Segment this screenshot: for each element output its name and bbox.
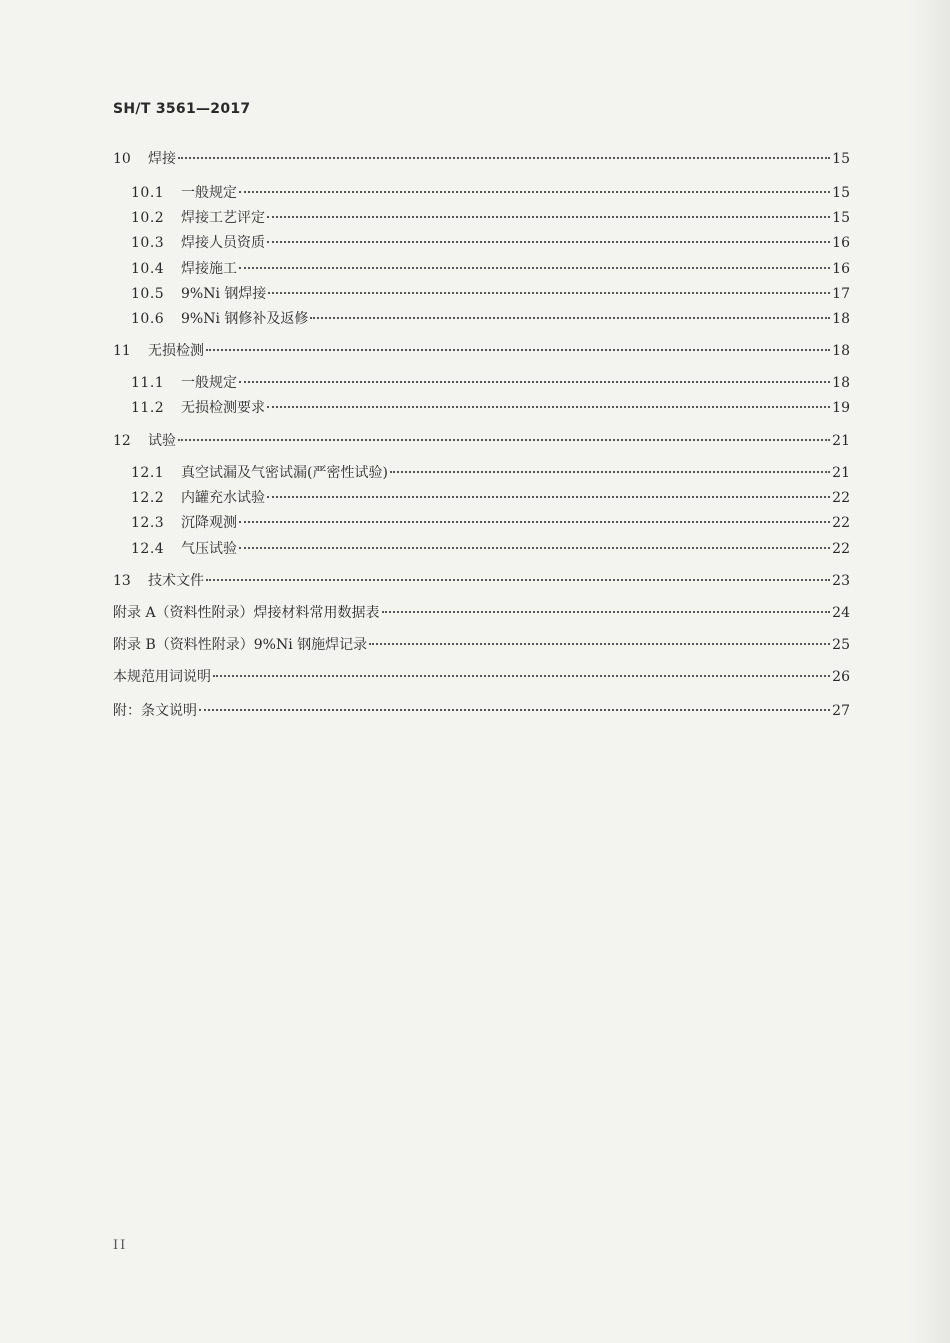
toc-entry-page: 15 — [832, 185, 850, 201]
toc-entry[interactable] — [113, 340, 850, 362]
dot-leader — [178, 438, 830, 441]
dot-leader — [178, 156, 830, 159]
toc-entry-page: 22 — [832, 515, 850, 531]
toc-entry-explanation[interactable] — [113, 700, 850, 722]
toc-entry-page: 26 — [832, 669, 850, 685]
toc-entry-title: 沉降观测 — [181, 515, 237, 531]
dot-leader — [206, 578, 830, 581]
toc-entry-page: 23 — [832, 573, 850, 589]
toc-entry-title: 附录 A（资料性附录）焊接材料常用数据表 — [113, 605, 380, 621]
toc-entry-page: 15 — [832, 210, 850, 226]
dot-leader — [369, 642, 830, 645]
standard-code-header: SH/T 3561—2017 — [113, 101, 251, 117]
toc-entry-number: 12.2 — [131, 490, 165, 506]
toc-entry[interactable] — [131, 258, 850, 280]
toc-entry-title: 试验 — [148, 433, 176, 449]
dot-leader — [267, 405, 830, 408]
toc-entry[interactable] — [113, 570, 850, 592]
toc-entry-title: 气压试验 — [181, 541, 237, 557]
toc-entry-page: 16 — [832, 235, 850, 251]
dot-leader — [239, 546, 830, 549]
toc-entry-title: 9%Ni 钢焊接 — [181, 286, 267, 302]
toc-entry-title: 无损检测 — [148, 343, 204, 359]
toc-entry[interactable] — [131, 182, 850, 204]
toc-entry-title: 焊接人员资质 — [181, 235, 265, 251]
dot-leader — [206, 348, 830, 351]
toc-entry-page: 18 — [832, 311, 850, 327]
toc-entry-page: 24 — [832, 605, 850, 621]
page-number-footer: II — [113, 1238, 128, 1253]
toc-entry[interactable] — [131, 283, 850, 305]
toc-entry-appendix-a[interactable] — [113, 602, 850, 624]
toc-entry[interactable] — [131, 512, 850, 534]
toc-entry-number: 10 — [113, 151, 131, 167]
toc-entry-number: 12.3 — [131, 515, 165, 531]
toc-entry-number: 11 — [113, 343, 131, 359]
toc-entry-title: 焊接施工 — [181, 261, 237, 277]
toc-entry-page: 18 — [832, 375, 850, 391]
toc-entry[interactable] — [113, 148, 850, 170]
toc-entry-page: 18 — [832, 343, 850, 359]
toc-entry-title: 本规范用词说明 — [113, 669, 211, 685]
toc-entry-number: 10.2 — [131, 210, 165, 226]
toc-entry-title: 无损检测要求 — [181, 400, 265, 416]
toc-entry-page: 21 — [832, 433, 850, 449]
toc-entry-title: 附：条文说明 — [113, 703, 197, 719]
toc-entry[interactable] — [131, 538, 850, 560]
toc-entry[interactable] — [131, 372, 850, 394]
toc-entry-title: 内罐充水试验 — [181, 490, 265, 506]
toc-entry-page: 21 — [832, 465, 850, 481]
toc-entry-number: 10.3 — [131, 235, 165, 251]
toc-entry[interactable] — [131, 487, 850, 509]
toc-entry[interactable] — [131, 308, 850, 330]
toc-entry-number: 10.5 — [131, 286, 165, 302]
toc-entry-page: 15 — [832, 151, 850, 167]
toc-entry-number: 12.4 — [131, 541, 165, 557]
toc-entry-page: 27 — [832, 703, 850, 719]
toc-entry-title: 焊接工艺评定 — [181, 210, 265, 226]
dot-leader — [213, 674, 830, 677]
toc-entry-page: 19 — [832, 400, 850, 416]
dot-leader — [239, 190, 830, 193]
toc-entry-number: 10.4 — [131, 261, 165, 277]
toc-entry-page: 22 — [832, 490, 850, 506]
toc-entry[interactable] — [131, 397, 850, 419]
dot-leader — [267, 215, 830, 218]
toc-entry-title: 9%Ni 钢修补及返修 — [181, 311, 309, 327]
dot-leader — [390, 470, 830, 473]
dot-leader — [382, 610, 830, 613]
toc-entry-number: 12 — [113, 433, 131, 449]
toc-entry[interactable] — [113, 430, 850, 452]
toc-entry-page: 17 — [832, 286, 850, 302]
toc-entry-page: 16 — [832, 261, 850, 277]
toc-entry-title: 一般规定 — [181, 375, 237, 391]
toc-entry-number: 10.1 — [131, 185, 165, 201]
dot-leader — [268, 291, 830, 294]
toc-entry[interactable] — [131, 207, 850, 229]
toc-entry-number: 11.1 — [131, 375, 165, 391]
toc-entry-title: 焊接 — [148, 151, 176, 167]
dot-leader — [199, 708, 830, 711]
toc-entry[interactable] — [131, 232, 850, 254]
toc-entry-number: 13 — [113, 573, 131, 589]
toc-entry-title: 一般规定 — [181, 185, 237, 201]
dot-leader — [239, 266, 830, 269]
toc-entry-appendix-b[interactable] — [113, 634, 850, 656]
dot-leader — [239, 380, 830, 383]
toc-entry-number: 12.1 — [131, 465, 165, 481]
dot-leader — [239, 520, 830, 523]
toc-entry-title: 真空试漏及气密试漏(严密性试验) — [181, 465, 388, 481]
dot-leader — [267, 495, 830, 498]
toc-entry-wording[interactable] — [113, 666, 850, 688]
toc-entry[interactable] — [131, 462, 850, 484]
dot-leader — [267, 240, 830, 243]
toc-entry-title: 技术文件 — [148, 573, 204, 589]
page-edge-shadow — [910, 0, 950, 1343]
toc-entry-number: 10.6 — [131, 311, 165, 327]
dot-leader — [310, 316, 830, 319]
toc-entry-title: 附录 B（资料性附录）9%Ni 钢施焊记录 — [113, 637, 368, 653]
toc-entry-number: 11.2 — [131, 400, 165, 416]
toc-entry-page: 22 — [832, 541, 850, 557]
toc-entry-page: 25 — [832, 637, 850, 653]
